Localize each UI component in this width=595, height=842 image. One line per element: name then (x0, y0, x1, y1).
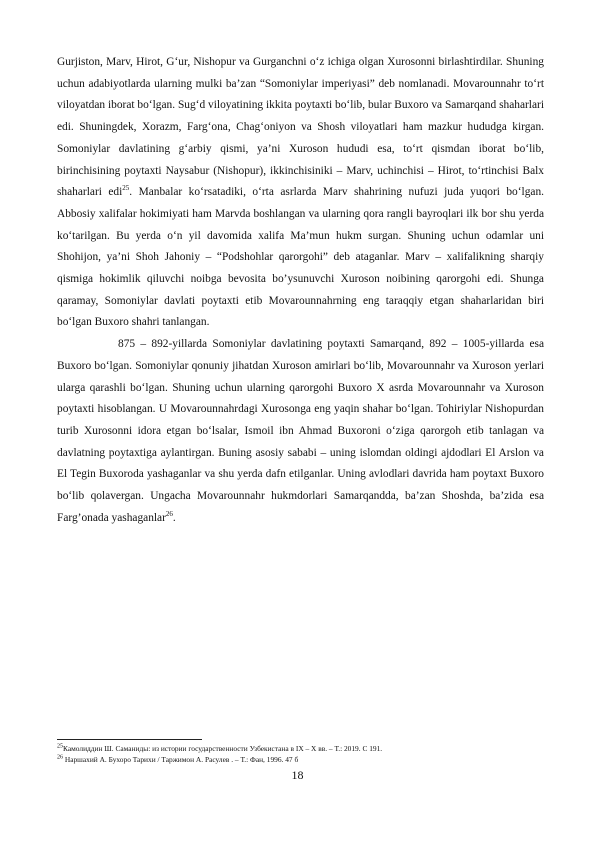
footnote-26-number: 26 (57, 754, 63, 761)
body-text (57, 52, 544, 529)
footnote-divider (57, 739, 202, 740)
footnote-25-number: 25 (57, 743, 63, 750)
page-number: 18 (291, 768, 304, 782)
paragraph-1 (57, 52, 544, 334)
footnote-26 (57, 755, 547, 766)
footnote-ref-26: 26 (165, 509, 173, 518)
paragraph-2 (57, 334, 544, 529)
paragraph-1-text: Gurjiston, Marv, Hirot, G‘ur, Nishopur va Gurganchni o‘z ichiga olgan Xurosonni birlashtirdilar. Shuning uchun adabiyotlarda ularning mulki ba’zan “Somoniylar imperiyasi” deb nomlanadi. Movarounnahr to‘rt viloyatdan iborat bo‘lgan. Sug‘d viloyatining ikkita poytaxti bo‘lib, bular Buxoro va Samarqand shaharlari edi. Shuningdek, Xorazm, Farg‘ona, Chag‘oniyon va Shosh viloyatlari ham mazkur hududga kirgan. Somoniylar davlatining g‘arbiy qismi, ya’ni Xuroson hududi esa, to‘rt qismdan iborat bo‘lib, birinchisining poytaxti Naysabur (Nishopur), ikkinchisiniki – Marv, uchinchisi – Hirot, to‘rtinchisi Balx shaharlari edi (57, 56, 544, 199)
footnotes (57, 744, 547, 765)
paragraph-2-text-end: . (172, 511, 176, 524)
footnote-ref-25: 25 (122, 184, 130, 193)
paragraph-2-text: 875 – 892-yillarda Somoniylar davlatining poytaxti Samarqand, 892 – 1005-yillarda esa Buxoro bo‘lgan. Somoniylar qonuniy jihatdan Xuroson amirlari bo‘lib, Movarounnahr va Xuroson yerlari ularga qarashli bo‘lgan. Shuning uchun ularning qarorgohi Buxoro X asrda Movarounnahr va Xuroson poytaxti hisoblangan. U Movarounnahrdagi Xurosonga eng yaqin shahar bo‘lgan. Tohiriylar Nishopurdan turib Xurosonni idora etgan bo‘lsalar, Ismoil ibn Ahmad Buxoroni o‘ziga qarorgoh etib tanlagan va davlatning poytaxtiga aylantirgan. Buning asosiy sababi – uning islomdan oldingi ajdodlari El Arslon va El Tegin Buxoroda yashaganlar va shu yerda dafn etilganlar. Uning avlodlari davrida ham poytaxt Buxoro bo‘lib qolavergan. Ungacha Movarounnahr hukmdorlari Samarqandda, ba’zan Shoshda, ba’zida esa Farg’onada yashaganlar (57, 338, 544, 524)
footnote-25-text: Камолиддин Ш. Саманиды: из истории государственности Узбекистана в IX – X вв. – Т.: 2019. С 191. (63, 744, 383, 753)
paragraph-1-text-continued: . Manbalar ko‘rsatadiki, o‘rta asrlarda Marv shahrining nufuzi juda yuqori bo‘lgan. Abbosiy xalifalar hokimiyati ham Marvda boshlangan va ularning qora rangli bayroqlari ilk bor shu yerda ko‘tarilgan. Bu yerda o‘n yil davomida xalifa Ma’mun hukm surgan. Shuning uchun odamlar uni Shohijon, ya’ni Shoh Jahoniy – “Podshohlar qarorgohi” deb ataganlar. Marv – xalifalikning sharqiy qismiga hokimlik qiluvchi noibga bevosita bo’ysunuvchi Xuroson noibining qarorgohi edi. Shunga qaramay, Somoniylar davlati poytaxti etib Movarounnahrning eng taraqqiy etgan shaharlaridan biri bo‘lgan Buxoro shahri tanlangan. (57, 186, 544, 329)
footnote-26-text: Наршахий А. Бухоро Тарихи / Таржимон А. Расулев . – Т.: Фан, 1996. 47 б (64, 754, 299, 764)
footnote-25 (57, 744, 547, 755)
